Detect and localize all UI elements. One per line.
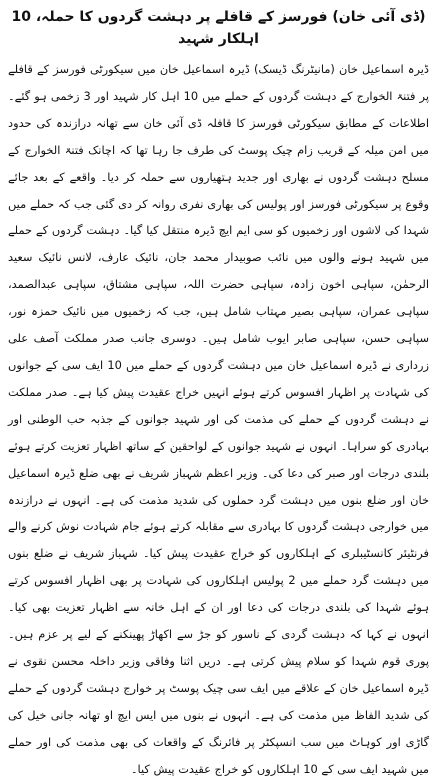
article-paragraph: ڈیرہ اسماعیل خان (مانیٹرنگ ڈیسک) ڈیرہ اسماعیل خان میں سیکورٹی فورسز کے قافلے پر فتنۃ الخوارج کے دہشت گردوں کے حملے میں 10 اہل کار شہید اور 3 زخمی ہو گئے۔ اطلاعات کے مطابق سیکورٹی فورسز کا قافلہ ڈی آئی خان سے تھانہ درازندہ کی حدود میں امن میلہ کے قریب زام چیک پوسٹ کی طرف جا رہا تھا کہ اچانک فتنۃ الخوارج کے مسلح دہشت گردوں نے بھاری اور جدید ہتھیاروں سے حملہ کر دیا۔ واقعے کے بعد جائے وقوع پر سیکورٹی فورسز اور پولیس کی بھاری نفری روانہ کر دی گئی جب کہ حملے میں شہدا کی لاشوں اور زخمیوں کو سی ایم ایچ ڈیرہ منتقل کیا گیا۔ دہشت گردوں کے حملے میں شہید ہونے والوں میں نائب صوبیدار محمد جان، نائیک عارف، لانس نائیک سعید الرحمٰن، سپاہی اخون زادہ، سپاہی حضرت اللہ، سپاہی مشتاق، سپاہی عبدالصمد، سپاہی عمران، سپاہی بصیر مہتاب شامل ہیں، جب کہ زخمیوں میں نائیک حمزہ نور، سپاہی حسن، سپاہی صابر ایوب شامل ہیں۔ دوسری جانب صدر مملکت آصف علی زرداری نے ڈیرہ اسماعیل خان میں دہشت گردوں کے حملے میں 10 ایف سی کے جوانوں کی شہادت پر اظہار افسوس کرتے ہوئے انہیں خراج عقیدت پیش کیا ہے۔ صدر مملکت نے دہشت گردوں کے حملے کی مذمت کی اور شہید جوانوں کے جذبہ حب الوطنی اور بہادری کو سراہا۔ انہوں نے شہید جوانوں کے لواحقین کے ساتھ اظہار تعزیت کرتے ہوئے بلندی درجات اور صبر کی دعا کی۔ وزیر اعظم شہباز شریف نے بھی ضلع ڈیرہ اسماعیل خان اور ضلع بنوں میں دہشت گرد حملوں کی شدید مذمت کی ہے۔ انہوں نے درازندہ میں خوارجی دہشت گردوں کا بہادری سے مقابلہ کرتے ہوئے جام شہادت نوش کرنے والے فرنٹیئر کانسٹیبلری کے اہلکاروں کو خراج عقیدت پیش کیا۔ شہباز شریف نے ضلع بنوں میں دہشت گرد حملے میں 2 پولیس اہلکاروں کی شہادت پر بھی اظہار افسوس کرتے ہوئے شہدا کی بلندی درجات کی دعا اور ان کے اہل خانہ سے اظہار تعزیت بھی کیا۔ انہوں نے کہا کہ دہشت گردی کے ناسور کو جڑ سے اکھاڑ پھینکنے کے لیے پر عزم ہیں۔ پوری قوم شہدا کو سلام پیش کرتی ہے۔ دریں اثنا وفاقی وزیر داخلہ محسن نقوی نے ڈیرہ اسماعیل خان کے علاقے میں ایف سی چیک پوسٹ پر خوارج دہشت گردوں کے حملے کی شدید الفاظ میں مذمت کی ہے۔ انہوں نے بنوں میں ایس ایچ او تھانہ جانی خیل کی گاڑی اور کوہاٹ میں سب انسپکٹر پر فائرنگ کے واقعات کی بھی مذمت کی اور حملے میں شہید ایف سی کے 10 اہلکاروں کو خراج عقیدت پیش کیا۔ [8,62,430,776]
article-body [8,56,429,782]
article-headline: (ڈی آئی خان) فورسز کے قافلے پر دہشت گردوں کا حملہ، 10 اہلکار شہید [11,9,426,47]
